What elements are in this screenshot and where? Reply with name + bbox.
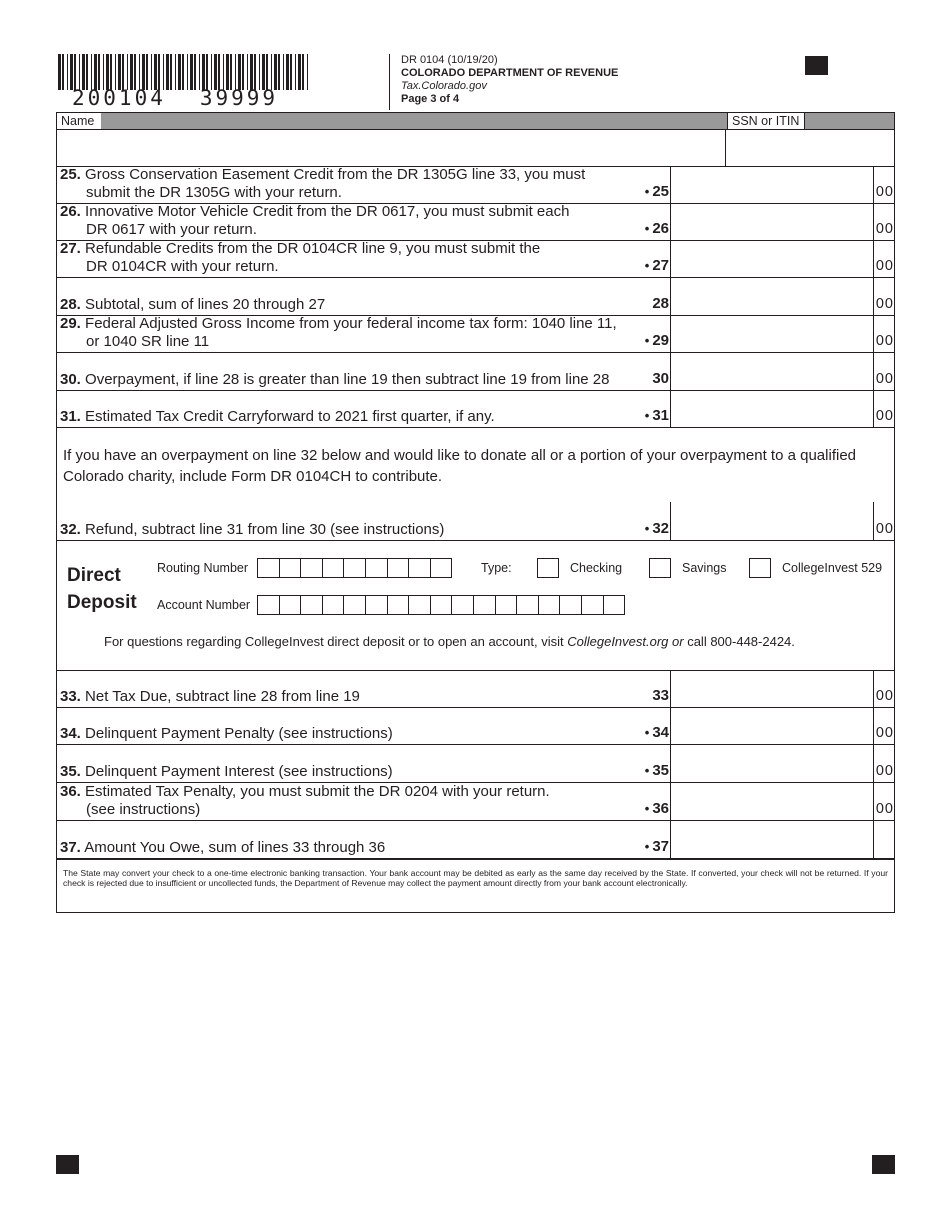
barcode-bar	[127, 54, 128, 90]
form-id: DR 0104 (10/19/20)	[401, 54, 498, 66]
account-number-label: Account Number	[157, 598, 251, 612]
line-27-amount-input[interactable]	[670, 241, 874, 278]
digit-box[interactable]	[279, 558, 302, 578]
line-32-row	[56, 502, 895, 541]
required-bullet-icon: •	[644, 521, 650, 536]
barcode-bar	[202, 54, 205, 90]
checking-label: Checking	[570, 561, 623, 575]
barcode-bar	[242, 54, 244, 90]
barcode-bar	[94, 54, 97, 90]
line-32-description: 32. Refund, subtract line 31 from line 30 (see instructions)	[60, 521, 445, 538]
line-29-cents: 00	[875, 333, 894, 349]
line-27-number: • 27	[644, 257, 669, 274]
line-26-row	[56, 204, 895, 241]
barcode-bar	[115, 54, 116, 90]
digit-box[interactable]	[495, 595, 518, 615]
barcode-bar	[82, 54, 85, 90]
barcode-bar	[175, 54, 176, 90]
name-field[interactable]	[56, 130, 726, 167]
line-37-number: • 37	[644, 838, 669, 855]
digit-box[interactable]	[365, 558, 388, 578]
line-37-amount-input[interactable]	[670, 821, 874, 859]
barcode-bar	[271, 54, 272, 90]
website: Tax.Colorado.gov	[401, 80, 487, 92]
registration-mark-bottom-left	[56, 1155, 79, 1174]
line-32-cents: 00	[875, 521, 894, 537]
barcode-bar	[146, 54, 148, 90]
required-bullet-icon: •	[644, 258, 650, 273]
line-31-row	[56, 391, 895, 428]
line-29-description: 29. Federal Adjusted Gross Income from your federal income tax form: 1040 line 11, or 1040 SR line 11	[60, 315, 617, 350]
barcode-bar	[139, 54, 140, 90]
line-25-amount-input[interactable]	[670, 167, 874, 204]
required-bullet-icon: •	[644, 725, 650, 740]
line-31-amount-input[interactable]	[670, 391, 874, 428]
barcode-bar	[74, 54, 76, 90]
digit-box[interactable]	[387, 558, 410, 578]
barcode-bar	[79, 54, 80, 90]
line-34-number: • 34	[644, 724, 669, 741]
barcode-bar	[214, 54, 217, 90]
barcode-bar	[118, 54, 121, 90]
barcode-bar	[170, 54, 172, 90]
barcode-bar	[154, 54, 157, 90]
barcode-bar	[206, 54, 208, 90]
barcode-bar	[302, 54, 304, 90]
charity-notice: If you have an overpayment on line 32 below and would like to donate all or a portion of your overpayment to a qualified Colorado charity, include Form DR 0104CH to contribute.	[63, 447, 857, 485]
barcode-bar	[247, 54, 248, 90]
barcode-bar	[307, 54, 308, 90]
line-28-number: 28	[652, 295, 669, 312]
line-31-description: 31. Estimated Tax Credit Carryforward to 2021 first quarter, if any.	[60, 408, 495, 425]
barcode-bar	[142, 54, 145, 90]
barcode-bar	[199, 54, 200, 90]
digit-box[interactable]	[473, 595, 496, 615]
barcode-bar	[163, 54, 164, 90]
line-25-description: 25. Gross Conservation Easement Credit from the DR 1305G line 33, you must submit the DR 1305G with your return.	[60, 166, 586, 201]
barcode-bar	[226, 54, 229, 90]
line-33-number: 33	[652, 687, 669, 704]
ssn-field[interactable]	[725, 130, 895, 167]
routing-number-input[interactable]	[258, 558, 452, 578]
line-36-number: • 36	[644, 800, 669, 817]
page-number: Page 3 of 4	[401, 93, 460, 105]
line-36-cents: 00	[875, 801, 894, 817]
barcode-bar	[278, 54, 280, 90]
digit-box[interactable]	[365, 595, 388, 615]
barcode-bar	[211, 54, 212, 90]
barcode-bar	[235, 54, 236, 90]
digit-box[interactable]	[430, 595, 453, 615]
digit-box[interactable]	[603, 595, 626, 615]
line-33-cents: 00	[875, 688, 894, 704]
line-36-row	[56, 783, 895, 821]
line-36-amount-input[interactable]	[670, 783, 874, 821]
digit-box[interactable]	[279, 595, 302, 615]
line-27-row	[56, 241, 895, 278]
direct-deposit-title: Direct	[67, 565, 121, 586]
barcode-bar	[194, 54, 196, 90]
barcode-bar	[62, 54, 64, 90]
line-30-row	[56, 353, 895, 391]
savings-label: Savings	[682, 561, 727, 575]
digit-box[interactable]	[538, 595, 561, 615]
barcode-bar	[190, 54, 193, 90]
barcode-bar	[86, 54, 88, 90]
line-34-amount-input[interactable]	[670, 708, 874, 745]
barcode-bar	[286, 54, 289, 90]
barcode	[58, 54, 310, 90]
line-28-description: 28. Subtotal, sum of lines 20 through 27	[60, 296, 326, 313]
line-29-number: • 29	[644, 332, 669, 349]
savings-checkbox[interactable]	[649, 558, 671, 578]
line-35-amount-input[interactable]	[670, 745, 874, 783]
digit-box[interactable]	[300, 595, 323, 615]
line-36-description: 36. Estimated Tax Penalty, you must submit the DR 0204 with your return. (see instructions)	[60, 783, 550, 818]
line-29-row	[56, 316, 895, 353]
line-26-number: • 26	[644, 220, 669, 237]
ssn-label: SSN or ITIN	[727, 113, 805, 129]
header-divider	[389, 54, 390, 110]
line-32-amount-input[interactable]	[670, 502, 874, 541]
barcode-bar	[70, 54, 73, 90]
required-bullet-icon: •	[644, 184, 650, 199]
account-type-label: Type:	[481, 561, 512, 575]
line-35-description: 35. Delinquent Payment Interest (see instructions)	[60, 763, 393, 780]
required-bullet-icon: •	[644, 221, 650, 236]
barcode-bar	[134, 54, 136, 90]
registration-mark-bottom-right	[872, 1155, 895, 1174]
line-32-number: • 32	[644, 520, 669, 537]
registration-mark-top	[805, 56, 828, 75]
barcode-bar	[187, 54, 188, 90]
line-28-amount-input[interactable]	[670, 278, 874, 316]
barcode-bar	[166, 54, 169, 90]
line-26-cents: 00	[875, 221, 894, 237]
form-header	[401, 54, 618, 106]
barcode-bar	[218, 54, 220, 90]
barcode-bar	[262, 54, 265, 90]
barcode-bar	[254, 54, 256, 90]
digit-box[interactable]	[559, 595, 582, 615]
barcode-bar	[295, 54, 296, 90]
line-31-number: • 31	[644, 407, 669, 424]
line-33-description: 33. Net Tax Due, subtract line 28 from line 19	[60, 688, 360, 705]
barcode-bar	[250, 54, 253, 90]
required-bullet-icon: •	[644, 763, 650, 778]
digit-box[interactable]	[408, 595, 431, 615]
collegeinvest-checkbox[interactable]	[749, 558, 771, 578]
barcode-bar	[182, 54, 184, 90]
digit-box[interactable]	[343, 595, 366, 615]
line-30-description: 30. Overpayment, if line 28 is greater than line 19 then subtract line 19 from line 28	[60, 371, 610, 388]
barcode-bar	[283, 54, 284, 90]
line-34-description: 34. Delinquent Payment Penalty (see instructions)	[60, 725, 393, 742]
line-25-row	[56, 167, 895, 204]
line-28-row	[56, 278, 895, 316]
barcode-bar	[274, 54, 277, 90]
digit-box[interactable]	[257, 558, 280, 578]
required-bullet-icon: •	[644, 408, 650, 423]
line-27-description: 27. Refundable Credits from the DR 0104CR line 9, you must submit the DR 0104CR with your return.	[60, 240, 541, 275]
routing-number-label: Routing Number	[157, 561, 249, 575]
line-25-number: • 25	[644, 183, 669, 200]
line-34-row	[56, 708, 895, 745]
barcode-bar	[58, 54, 61, 90]
collegeinvest-link[interactable]: CollegeInvest.org or	[567, 634, 684, 649]
line-26-amount-input[interactable]	[670, 204, 874, 241]
line-30-amount-input[interactable]	[670, 353, 874, 391]
barcode-bar	[158, 54, 160, 90]
digit-box[interactable]	[322, 558, 345, 578]
required-bullet-icon: •	[644, 801, 650, 816]
name-label: Name	[57, 113, 101, 129]
barcode-bar	[98, 54, 100, 90]
account-number-input[interactable]	[258, 595, 625, 615]
line-35-number: • 35	[644, 762, 669, 779]
digit-box[interactable]	[322, 595, 345, 615]
digit-box[interactable]	[451, 595, 474, 615]
digit-box[interactable]	[387, 595, 410, 615]
barcode-bar	[298, 54, 301, 90]
line-37-row	[56, 821, 895, 859]
barcode-bar	[122, 54, 124, 90]
digit-box[interactable]	[581, 595, 604, 615]
barcode-bar	[151, 54, 152, 90]
digit-box[interactable]	[257, 595, 280, 615]
barcode-bar	[91, 54, 92, 90]
checking-checkbox[interactable]	[537, 558, 559, 578]
line-34-cents: 00	[875, 725, 894, 741]
collegeinvest-label: CollegeInvest 529	[782, 561, 883, 575]
barcode-bar	[67, 54, 68, 90]
line-25-cents: 00	[875, 184, 894, 200]
barcode-bar	[290, 54, 292, 90]
line-28-cents: 00	[875, 296, 894, 312]
barcode-bar	[238, 54, 241, 90]
barcode-bar	[230, 54, 232, 90]
digit-box[interactable]	[300, 558, 323, 578]
barcode-bar	[106, 54, 109, 90]
barcode-bar	[178, 54, 181, 90]
name-header-bar	[56, 112, 895, 130]
line-35-row	[56, 745, 895, 783]
line-31-cents: 00	[875, 408, 894, 424]
barcode-bar	[259, 54, 260, 90]
direct-deposit-title-2: Deposit	[67, 592, 137, 613]
barcode-number: 200104 39999	[72, 86, 279, 110]
line-35-cents: 00	[875, 763, 894, 779]
digit-box[interactable]	[343, 558, 366, 578]
barcode-bar	[110, 54, 112, 90]
required-bullet-icon: •	[644, 839, 650, 854]
line-37-description: 37. Amount You Owe, sum of lines 33 through 36	[60, 839, 386, 856]
line-30-number: 30	[652, 370, 669, 387]
collegeinvest-info: For questions regarding CollegeInvest direct deposit or to open an account, visit CollegeInvest.org or call 800-448-2424.	[104, 634, 795, 649]
required-bullet-icon: •	[644, 333, 650, 348]
check-conversion-notice: The State may convert your check to a one-time electronic banking transaction. Your bank account may be debited as early as the same day received by the State. If converted, your check will not be returned. If your check is rejected due to insufficient or uncollected funds, the Department of Revenue may collect the payment amount directly from your bank account electronically.	[56, 859, 895, 913]
line-29-amount-input[interactable]	[670, 316, 874, 353]
barcode-bar	[130, 54, 133, 90]
digit-box[interactable]	[408, 558, 431, 578]
line-26-description: 26. Innovative Motor Vehicle Credit from the DR 0617, you must submit each DR 0617 with your return.	[60, 203, 570, 238]
barcode-bar	[266, 54, 268, 90]
barcode-bar	[223, 54, 224, 90]
digit-box[interactable]	[516, 595, 539, 615]
line-30-cents: 00	[875, 371, 894, 387]
line-33-row	[56, 670, 895, 708]
barcode-bar	[103, 54, 104, 90]
digit-box[interactable]	[430, 558, 453, 578]
line-27-cents: 00	[875, 258, 894, 274]
line-33-amount-input[interactable]	[670, 670, 874, 708]
department-name: COLORADO DEPARTMENT OF REVENUE	[401, 67, 619, 79]
